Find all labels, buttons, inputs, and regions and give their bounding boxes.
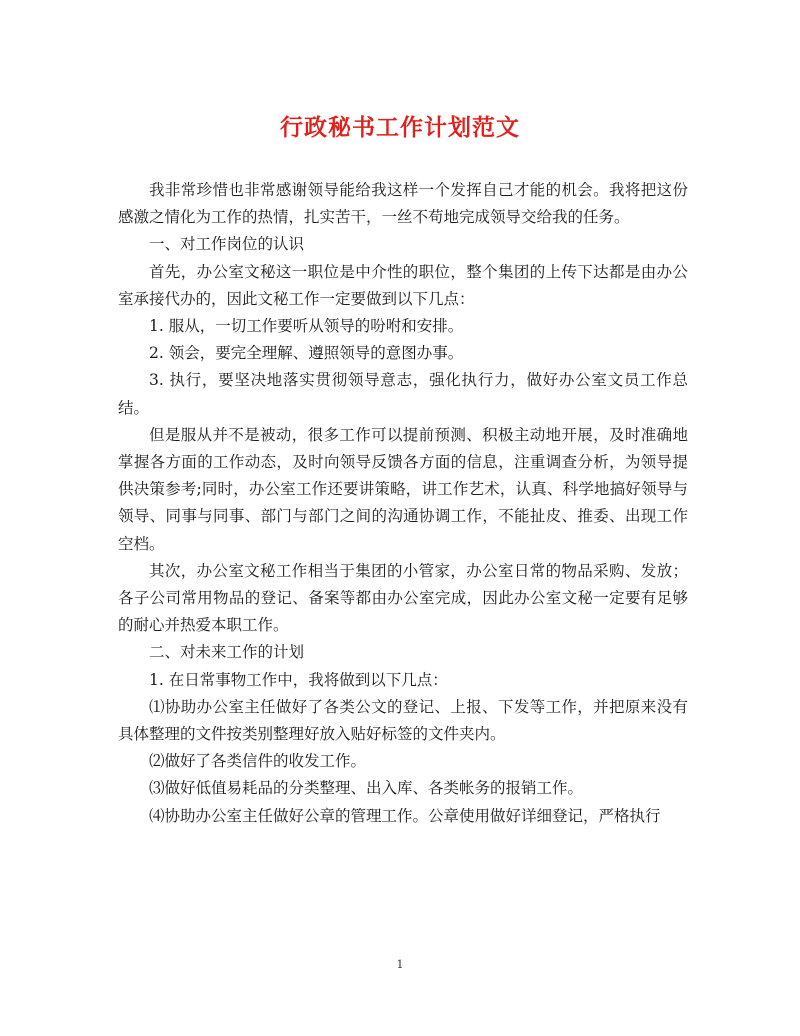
- list-item: 2. 领会，要完全理解、遵照领导的意图办事。: [149, 344, 464, 363]
- list-item: 1. 在日常事物工作中，我将做到以下几点：: [149, 670, 448, 689]
- sub-list-item: ⑴协助办公室主任做好了各类公文的登记、上报、下发等工作，并把原来没有具体整理的文件按类别整理好放入贴好标签的文件夹内。: [118, 697, 688, 744]
- section-heading-1: 一、对工作岗位的认识: [149, 235, 305, 254]
- list-item: 3. 执行，要坚决地落实贯彻领导意志，强化执行力，做好办公室文员工作总结。: [118, 371, 688, 417]
- document-title: 行政秘书工作计划范文: [280, 114, 520, 141]
- paragraph: 但是服从并不是被动，很多工作可以提前预测、积极主动地开展，及时准确地掌握各方面的工作动态，及时向领导反馈各方面的信息，注重调查分析，为领导提供决策参考;同时，办公室工作还要讲策略，讲工作艺术，认真、科学地搞好领导与领导、同事与同事、部门与部门之间的沟通协调工作，不能扯皮、推委、出现工作空档。: [118, 425, 688, 553]
- list-item: 1. 服从，一切工作要听从领导的吩咐和安排。: [149, 317, 464, 336]
- sub-list-item: ⑷协助办公室主任做好公章的管理工作。公章使用做好详细登记，严格执行: [149, 806, 661, 825]
- sub-list-item: ⑵做好了各类信件的收发工作。: [149, 752, 367, 771]
- page-number: 1: [396, 958, 404, 971]
- section-heading-2: 二、对未来工作的计划: [149, 643, 305, 662]
- document-body: [118, 177, 688, 830]
- paragraph: 其次，办公室文秘工作相当于集团的小管家，办公室日常的物品采购、发放；各子公司常用物品的登记、备案等都由办公室完成，因此办公室文秘一定要有足够的耐心并热爱本职工作。: [118, 561, 688, 635]
- sub-list-item: ⑶做好低值易耗品的分类整理、出入库、各类帐务的报销工作。: [149, 779, 584, 798]
- intro-paragraph: 我非常珍惜也非常感谢领导能给我这样一个发挥自己才能的机会。我将把这份感激之情化为工作的热情，扎实苦干，一丝不苟地完成领导交给我的任务。: [118, 181, 688, 227]
- paragraph: 首先，办公室文秘这一职位是中介性的职位，整个集团的上传下达都是由办公室承接代办的，因此文秘工作一定要做到以下几点：: [118, 262, 688, 308]
